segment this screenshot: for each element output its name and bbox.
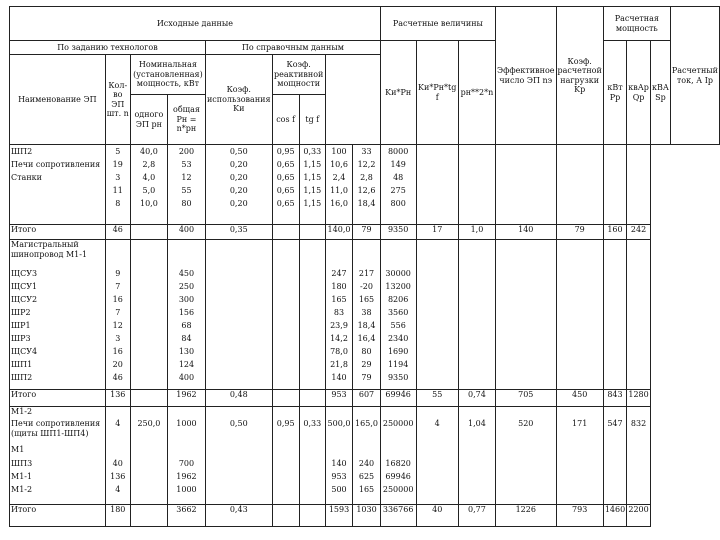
calc-current-label: Расчетный ток, А (671, 66, 718, 85)
group3-kipn: 500,0 140 953 500 (325, 407, 352, 505)
group2-pn2n: 30000 13200 8206 3560 556 2340 1690 1194 9350 (380, 240, 416, 390)
header-sp: кВА Sр (650, 41, 670, 145)
header-tg: tg f (299, 95, 325, 145)
list-item: Печи сопротивления (11, 160, 101, 169)
header-calc-current (670, 7, 719, 145)
group3-one: 250,0 (130, 407, 167, 505)
header-calc-power: Расчетная мощность (603, 7, 670, 41)
list-item: Станки (11, 173, 42, 182)
group2-names: Магистральный шинопровод M1-1 ЩСУ3 ЩСУ1 ЩСУ2 ШР2 ШР1 ШР3 ЩСУ4 ШП1 ШП2 (10, 240, 106, 390)
group2-kipn: 247 180 165 83 23,9 14,2 78,0 21,8 140 (325, 240, 352, 390)
group3-kipntg: 165,0 240 625 165 (353, 407, 381, 505)
group2-count: 9 7 16 7 12 3 16 20 46 (105, 240, 130, 390)
header-name: Наименование ЭП (10, 55, 106, 145)
group1-total: 200 53 12 55 80 (167, 145, 205, 225)
load-calculation-table (9, 6, 720, 527)
table-row-total1: Итого 46 400 0,35 140,0 79 9350 17 1,0 140 79 160 242 (10, 225, 720, 240)
group3-pn2n: 250000 16820 69946 250000 (380, 407, 416, 505)
header-kp: Коэф. расчетной нагрузки Kр (556, 7, 603, 145)
group1-kipntg: 33 12,2 2,8 12,6 18,4 (353, 145, 381, 225)
header-kipn: Kи*Pн (380, 41, 416, 145)
header-source-data: Исходные данные (10, 7, 381, 41)
group1-ne (416, 145, 458, 225)
group1-one: 40,0 2,8 4,0 5,0 10,0 (130, 145, 167, 225)
group1-count: 5 19 3 11 8 (105, 145, 130, 225)
group1-sp (603, 145, 626, 225)
group3-pp: 520 (495, 407, 556, 505)
header-eff-count: Эффективное число ЭП nэ (495, 7, 556, 145)
calc-current-symbol: Ip (704, 75, 714, 85)
group3-tg: 0,33 (299, 407, 325, 505)
group3-kp: 1,04 (458, 407, 495, 505)
group3-cos: 0,95 (272, 407, 299, 505)
group1-ip (627, 145, 651, 225)
header-total: общая Pн = n*pн (167, 95, 205, 145)
header-calc-values: Расчетные величины (380, 7, 495, 41)
table-row-total3: Итого 180 3662 0,43 1593 1030 336766 40 0,77 1226 793 1460 2200 (10, 505, 720, 527)
group2-kipntg: 217 -20 165 38 18,4 16,4 80 29 79 (353, 240, 381, 390)
group3-furnace-name: Печи сопротивления (щиты ШП1-ШП4) (11, 419, 101, 438)
header-pp: кВт Pр (603, 41, 626, 145)
header-by-task: По заданию технологов (10, 41, 206, 55)
group3-sp: 547 (603, 407, 626, 505)
group1-kp (458, 145, 495, 225)
group3-ip: 832 (627, 407, 651, 505)
header-pn2n: pн**2*n (458, 41, 495, 145)
header-one: одного ЭП pн (130, 95, 167, 145)
group3-count: 4 40 136 4 (105, 407, 130, 505)
group1-names (10, 145, 106, 225)
group1-pn2n: 8000 149 48 275 800 (380, 145, 416, 225)
group1-pp (495, 145, 556, 225)
group3-title: M1-2 (11, 407, 33, 416)
group3-qp: 171 (556, 407, 603, 505)
list-item: ШП2 (11, 147, 33, 156)
group1-tg: 0,33 1,15 1,15 1,15 1,15 (299, 145, 325, 225)
group3-total: 1000 700 1962 1000 (167, 407, 205, 505)
header-nominal: Номинальная (установленная) мощность, кВт (130, 55, 205, 95)
header-cos: cos f (272, 95, 299, 145)
group1-ki: 0,50 0,20 0,20 0,20 0,20 (205, 145, 272, 225)
calculation-table-sheet (9, 6, 720, 527)
group2-title: Магистральный шинопровод M1-1 (11, 240, 88, 259)
header-by-reference: По справочным данным (205, 41, 380, 55)
table-row-total2: Итого 136 1962 0,48 953 607 69946 55 0,74 705 450 843 1280 (10, 390, 720, 407)
header-qp: квАр Qр (627, 41, 651, 145)
header-count: Кол-во ЭП шт. n (105, 55, 130, 145)
group1-kipn: 100 10,6 2,4 11,0 16,0 (325, 145, 352, 225)
header-kipntg: Kи*Pн*tg f (416, 41, 458, 145)
group2-total: 450 250 300 156 68 84 130 124 400 (167, 240, 205, 390)
group3-names: M1-2 Печи сопротивления (щиты ШП1-ШП4) M1 ШП3 M1-1 M1-2 (10, 407, 106, 505)
header-spare (325, 55, 380, 145)
group3-ki: 0,50 (205, 407, 272, 505)
group3-ne: 4 (416, 407, 458, 505)
group1-qp (556, 145, 603, 225)
header-reactive: Коэф. реактивной мощности (272, 55, 325, 95)
group3-subtitle: M1 (11, 445, 25, 454)
group1-cos: 0,95 0,65 0,65 0,65 0,65 (272, 145, 299, 225)
header-ki: Коэф. использования Kи (205, 55, 272, 145)
